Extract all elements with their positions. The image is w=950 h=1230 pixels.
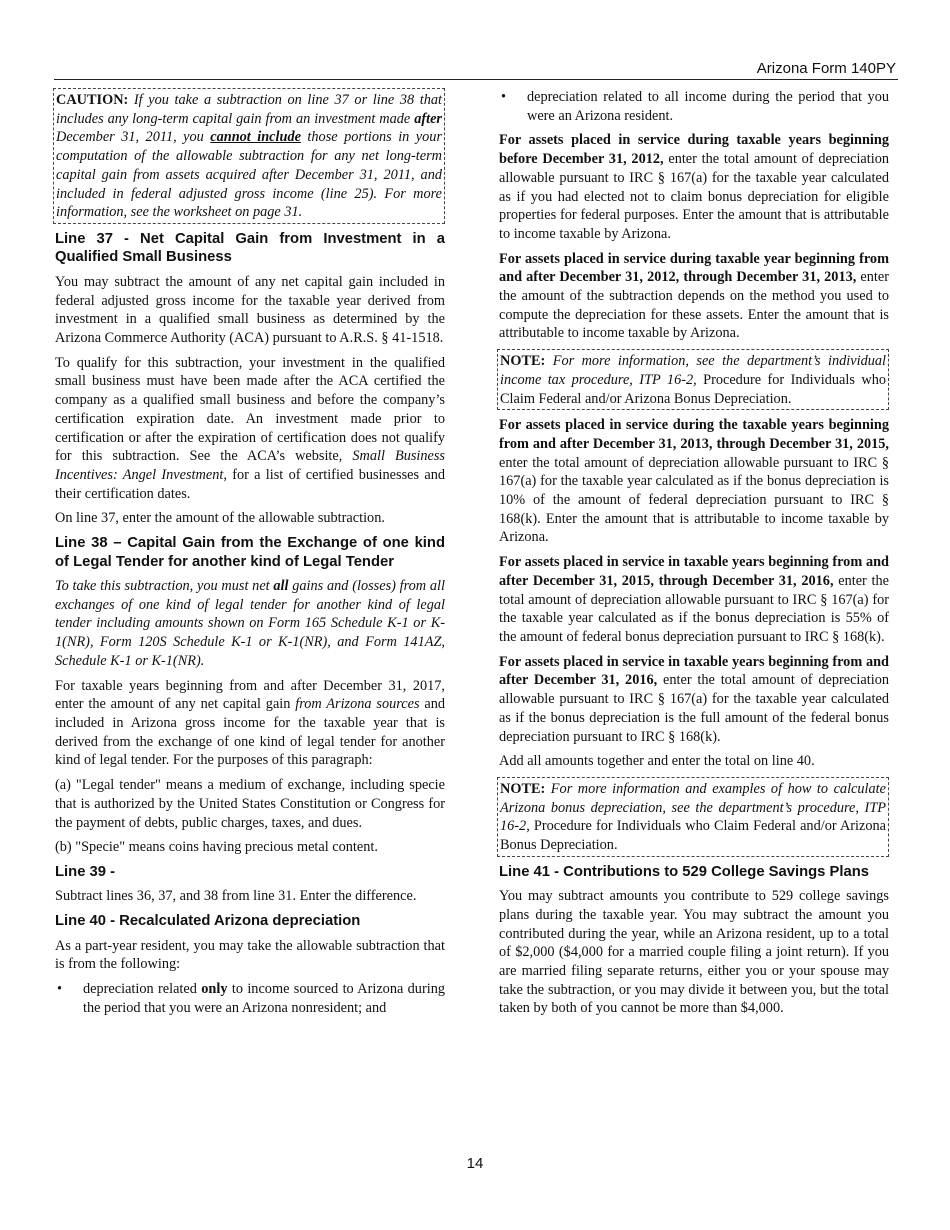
- depreciation-para-5-text: enter the total amount of depreciation allowable pursuant to IRC § 167(a) for the taxable year calculated as if the bonus depreciation is the full amount of the federal bonus depreciation pursuant to IRC § 168(k).: [499, 672, 889, 745]
- line39-para-1: Subtract lines 36, 37, and 38 from line 31. Enter the difference.: [55, 888, 417, 905]
- depreciation-para-4: [499, 553, 889, 647]
- line37-heading: Line 37 - Net Capital Gain from Investment in a Qualified Small Business: [55, 230, 445, 266]
- left-column: [55, 88, 445, 1023]
- line37-para-3: On line 37, enter the amount of the allowable subtraction.: [55, 510, 385, 527]
- bullet-1a: depreciation related: [83, 981, 202, 998]
- depreciation-para-6: Add all amounts together and enter the total on line 40.: [499, 753, 815, 770]
- note-1-label: NOTE:: [500, 353, 546, 370]
- line38-para-1c: gains and (losses) from all exchanges of one kind of legal tender for another kind of legal tender including amounts shown on Form 165 Schedule K-1 or K-1(NR), Form 120S Schedule K-1 or K-1(NR), and Form 141AZ, Schedule K-1 or K-1(NR).: [55, 578, 445, 669]
- depreciation-para-5: [499, 653, 889, 747]
- line38-para-1a: To take this subtraction, you must net: [55, 578, 274, 595]
- note-2-italic: For more information and examples of how to calculate Arizona bonus depreciation, see the department’s procedure, ITP 16-2,: [500, 780, 886, 835]
- line37-para-2a: To qualify for this subtraction, your investment in the qualified small business must have been made after the ACA certified the company as a qualified small business and before the company’s certification expiration date. An investment made prior to certification or after the expiration of certification does not qualify for this subtraction. See the ACA’s website,: [55, 354, 445, 465]
- depreciation-para-1-text: enter the total amount of depreciation allowable pursuant to IRC § 167(a) for the taxable year calculated as if you had elected not to claim bonus depreciation for eligible properties for federal purposes. Enter the amount that is attributable to income taxable by Arizona.: [499, 151, 889, 242]
- line41-heading: Line 41 - Contributions to 529 College Savings Plans: [499, 863, 869, 880]
- line40-bullet-2: • depreciation related to all income during the period that you were an Arizona resident.: [499, 88, 889, 125]
- bullet-1-only: only: [201, 981, 228, 998]
- note-box-1: [497, 349, 889, 410]
- line40-heading: Line 40 - Recalculated Arizona depreciation: [55, 913, 361, 930]
- line38-para-2: [55, 677, 445, 771]
- note-1-normal: Procedure for Individuals who Claim Federal and/or Arizona Bonus Depreciation.: [500, 371, 886, 407]
- line37-para-2: [55, 354, 445, 504]
- depreciation-para-2: [499, 250, 889, 344]
- page-number: 14: [466, 1155, 484, 1172]
- line39-heading: Line 39 -: [55, 863, 116, 880]
- header-rule: [54, 79, 898, 80]
- depreciation-para-1-bold: For assets placed in service during taxable years beginning before December 31, 2012,: [499, 132, 889, 168]
- caution-text-2: December 31, 2011, you: [56, 129, 211, 146]
- right-column: [499, 88, 889, 1024]
- depreciation-para-4-text: enter the total amount of depreciation allowable pursuant to IRC § 167(a) for the taxable year calculated as if the bonus depreciation is 55% of the amount of federal bonus depreciation pursuant to IRC § 168(k).: [499, 572, 890, 645]
- line38-arizona-sources: from Arizona sources: [295, 696, 420, 713]
- depreciation-para-4-bold: For assets placed in service in taxable years beginning from and after December 31, 2015, through December 31, 2016,: [499, 554, 889, 589]
- depreciation-para-2-bold: For assets placed in service during taxable year beginning from and after December 31, 2012, through December 31, 2013,: [499, 250, 889, 286]
- note-box-2: [497, 777, 889, 857]
- depreciation-para-3-bold: For assets placed in service during the taxable years beginning from and after December 31, 2013, through December 31, 2015,: [499, 417, 889, 452]
- aca-website-title: Small Business Incentives: Angel Investment: [55, 448, 445, 483]
- line37-para-2b: , for a list of certified businesses and their certification dates.: [55, 466, 446, 502]
- caution-text-1: If you take a subtraction on line 37 or line 38 that includes any long-term capital gain from an investment made: [56, 92, 442, 127]
- caution-after: after: [414, 110, 442, 127]
- line38-heading: Line 38 – Capital Gain from the Exchange of one kind of Legal Tender for another kind of Legal Tender: [55, 535, 445, 570]
- caution-text: [56, 91, 442, 222]
- note-2-normal: Procedure for Individuals who Claim Federal and/or Arizona Bonus Depreciation.: [500, 818, 886, 854]
- line38-para-2a: For taxable years beginning from and after December 31, 2017, enter the amount of any net capital gain: [55, 677, 445, 713]
- note-1-italic: For more information, see the department’s individual income tax procedure, ITP 16-2,: [500, 353, 886, 388]
- caution-text-3: those portions in your computation of the allowable subtraction for any net long-term capital gain from assets acquired after December 31, 2011, and included in federal adjusted gross income (line 25). For more information, see the worksheet on page 31.: [56, 129, 443, 221]
- caution-box: [53, 88, 445, 224]
- depreciation-para-5-bold: For assets placed in service in taxable years beginning from and after December 31, 2016,: [499, 653, 889, 689]
- note-1-text: [500, 352, 886, 408]
- line40-bullets: [55, 980, 445, 1017]
- depreciation-para-3-text: enter the total amount of depreciation allowable pursuant to IRC § 167(a) for the taxable year calculated as if the bonus depreciation is 10% of the amount of federal depreciation pursuant to IRC § 168(k). Enter the amount that is attributable to income taxable by Arizona.: [499, 454, 889, 546]
- caution-label: CAUTION:: [56, 92, 129, 108]
- line38-para-1: [55, 577, 445, 671]
- line37-para-1: You may subtract the amount of any net capital gain included in federal adjusted gross income for the taxable year derived from investment in a qualified small business as determined by the Arizona Commerce Authority (ACA) pursuant to A.R.S. § 41-1518.: [55, 273, 445, 347]
- note-2-text: [500, 780, 886, 855]
- note-2-label: NOTE:: [500, 780, 546, 797]
- line40-bullets-continued: [499, 88, 889, 125]
- line40-para-1: As a part-year resident, you may take the allowable subtraction that is from the following:: [55, 937, 445, 973]
- line38-all: all: [273, 578, 289, 595]
- line38-definition-b: (b) "Specie" means coins having precious metal content.: [55, 839, 378, 856]
- depreciation-para-3: [499, 416, 889, 547]
- bullet-1c: to income sourced to Arizona during the period that you were an Arizona nonresident; and: [83, 981, 445, 1016]
- caution-cannot-include: cannot include: [210, 129, 301, 146]
- form-title: Arizona Form 140PY: [756, 60, 896, 77]
- depreciation-para-2-text: enter the amount of the subtraction depends on the method you used to compute the depreciation for these assets. Enter the amount that is attributable to income taxable by Arizona.: [499, 269, 889, 342]
- line38-para-2b: and included in Arizona gross income for the taxable year that is derived from the exchange of one kind of legal tender for another kind of legal tender. For the purposes of this paragraph:: [55, 696, 445, 769]
- line38-definition-a: (a) "Legal tender" means a medium of exchange, including specie that is authorized by the United States Constitution or Congress for the payment of debts, public charges, taxes, and dues.: [55, 777, 445, 831]
- line41-para-1: You may subtract amounts you contribute to 529 college savings plans during the taxable year. You may subtract the amount you contributed during the year, while an Arizona resident, up to a total of $2,000 ($4,000 for a married couple filing a joint return). If you are married filing separate returns, either you or your spouse may take the subtraction, or you may divide it between you, but the total taken by both of you cannot be more than $4,000.: [499, 888, 889, 1017]
- depreciation-para-1: [499, 131, 889, 243]
- line40-bullet-1: [55, 980, 445, 1017]
